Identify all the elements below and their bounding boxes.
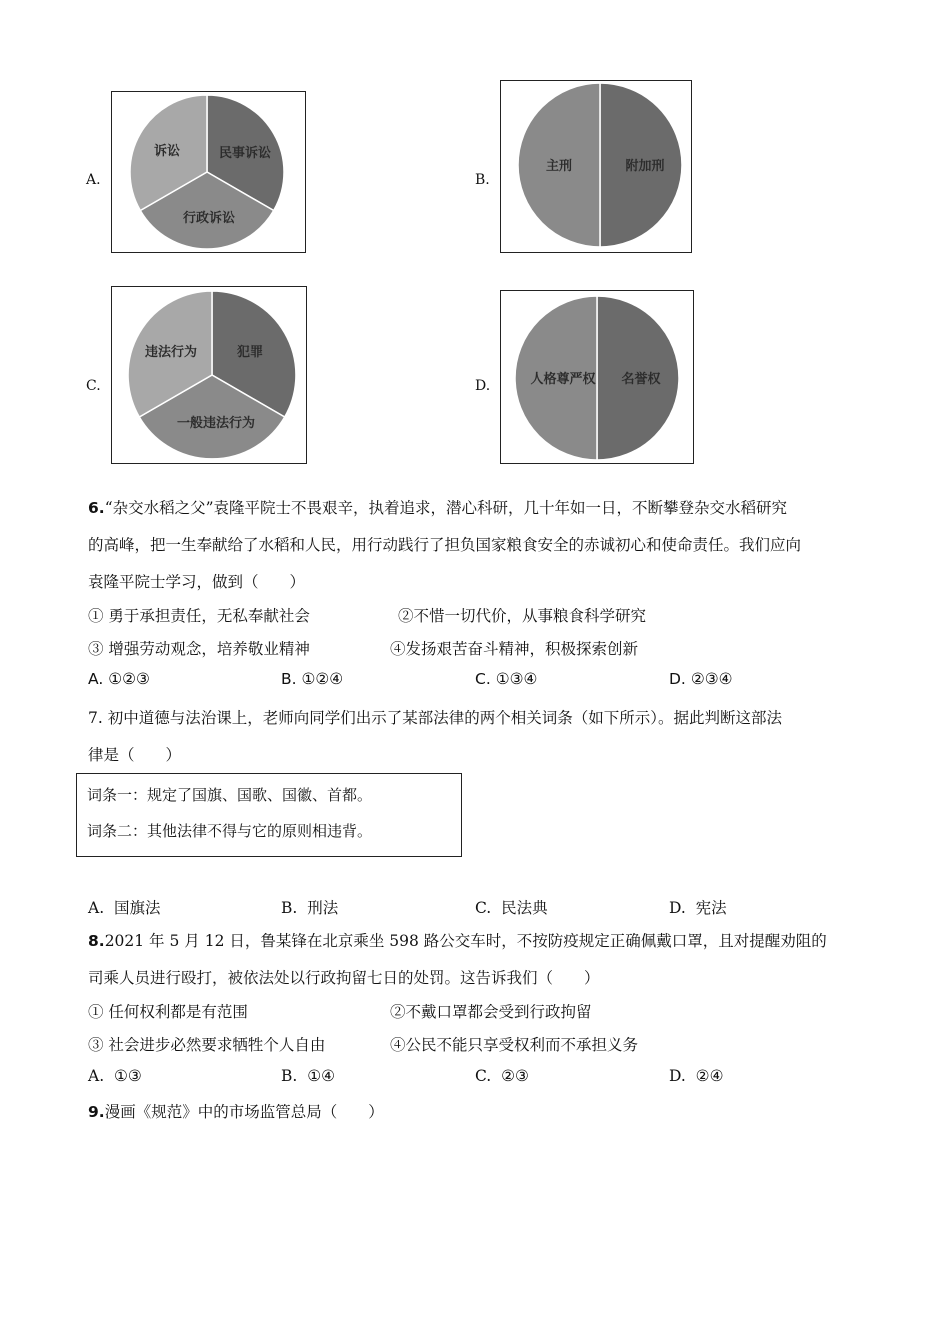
pie-c-label-2: 犯罪: [236, 345, 264, 360]
q6-choice-b-letter: B.: [281, 670, 297, 688]
q8-item-3: ③ 社会进步必然要求牺牲个人自由: [88, 1036, 326, 1054]
q7-choice-d-text: 宪法: [695, 899, 727, 917]
q9-stem: 漫画《规范》中的市场监管总局（ ）: [104, 1103, 384, 1121]
option-b-pie-figure: [500, 80, 692, 253]
q6-choice-a-text: ①②③: [108, 670, 150, 688]
option-c-pie-figure: [111, 286, 307, 464]
q6-choice-c[interactable]: [475, 670, 537, 688]
q8-choice-b-text: ①④: [307, 1067, 335, 1085]
q6-choice-b[interactable]: [281, 670, 343, 688]
q6-item-3: ③ 增强劳动观念，培养敬业精神: [88, 640, 310, 658]
q8-choice-c-text: ②③: [501, 1067, 529, 1085]
q7-choice-a[interactable]: [88, 896, 161, 918]
q7-stem-2: 律是（ ）: [88, 746, 182, 764]
q8-stem-1: 2021 年 5 月 12 日，鲁某锋在北京乘坐 598 路公交车时，不按防疫规定正确佩戴口罩，且对提醒劝阻的: [104, 932, 827, 950]
q8-choice-d[interactable]: [669, 1067, 723, 1085]
q8-choice-a-text: ①③: [113, 1067, 142, 1085]
q8-stem-2: 司乘人员进行殴打，被依法处以行政拘留七日的处罚。这告诉我们（ ）: [88, 969, 600, 987]
q7-choice-b-letter: B.: [281, 899, 298, 917]
pie-c-label-3: 一般违法行为: [176, 416, 256, 431]
q7-choice-c-text: 民法典: [501, 899, 548, 917]
q8-choice-d-text: ②④: [695, 1067, 724, 1085]
pie-a-label-1: 诉讼: [153, 144, 181, 159]
q6-choice-a-letter: A.: [88, 670, 104, 688]
q6-choice-a[interactable]: [88, 670, 150, 688]
q7-choice-c-letter: C.: [475, 899, 492, 917]
q7-term-2: 词条二：其他法律不得与它的原则相违背。: [87, 822, 373, 840]
q7-choice-b[interactable]: [281, 896, 338, 918]
q8-item-2: ②不戴口罩都会受到行政拘留: [390, 1003, 592, 1021]
pie-a-label-3: 行政诉讼: [182, 211, 236, 226]
q6-stem-3: 袁隆平院士学习，做到（ ）: [88, 573, 306, 591]
option-a-pie-figure: [111, 91, 306, 253]
q8-item-4: ④公民不能只享受权利而不承担义务: [390, 1036, 639, 1054]
q8-line-1: [88, 929, 827, 951]
q8-choice-b[interactable]: [281, 1067, 335, 1085]
option-c-letter: C.: [86, 378, 101, 394]
pie-d-label-1: 人格尊严权: [530, 372, 596, 387]
q8-choice-a[interactable]: [88, 1067, 142, 1085]
q6-item-1: ① 勇于承担责任，无私奉献社会: [88, 607, 310, 625]
q7-choice-c[interactable]: [475, 896, 548, 918]
q7-line-1: [88, 706, 782, 728]
q6-choice-d-text: ②③④: [690, 670, 733, 688]
pie-a-label-2: 民事诉讼: [218, 146, 272, 161]
q7-term-1: 词条一：规定了国旗、国歌、国徽、首都。: [87, 786, 373, 804]
q6-choice-d[interactable]: [669, 670, 733, 688]
q6-number: 6.: [88, 499, 105, 517]
q8-choice-d-letter: D.: [669, 1067, 686, 1085]
option-d-letter: D.: [475, 378, 491, 394]
q6-choice-c-text: ①③④: [495, 670, 538, 688]
q9-line-1: [88, 1100, 384, 1122]
q6-item-4: ④发扬艰苦奋斗精神，积极探索创新: [390, 640, 639, 658]
q7-choice-a-letter: A.: [88, 899, 105, 917]
q8-choice-c-letter: C.: [475, 1067, 492, 1085]
pie-d-label-2: 名誉权: [621, 372, 661, 387]
q7-choice-d-letter: D.: [669, 899, 686, 917]
q9-number: 9.: [88, 1103, 105, 1121]
option-a-letter: A.: [86, 172, 101, 188]
q6-line-1: [88, 496, 787, 518]
q8-choice-c[interactable]: [475, 1067, 529, 1085]
pie-b-label-1: 主刑: [545, 159, 573, 174]
q8-choice-b-letter: B.: [281, 1067, 298, 1085]
q8-choice-a-letter: A.: [88, 1067, 105, 1085]
pie-c-label-1: 违法行为: [144, 345, 198, 360]
q7-stem-1: 初中道德与法治课上，老师向同学们出示了某部法律的两个相关词条（如下所示）。据此判断这部法: [107, 709, 782, 727]
q6-stem-2: 的高峰，把一生奉献给了水稻和人民，用行动践行了担负国家粮食安全的赤诚初心和使命责任。我们应向: [88, 536, 802, 554]
option-d-pie-figure: [500, 290, 694, 464]
q7-choice-a-text: 国旗法: [113, 899, 161, 917]
option-b-letter: B.: [475, 172, 490, 188]
q7-terms-box: [76, 773, 462, 857]
q7-choice-d[interactable]: [669, 896, 727, 918]
q7-number: 7.: [88, 709, 103, 727]
q6-stem-1: “杂交水稻之父”袁隆平院士不畏艰辛，执着追求，潜心科研，几十年如一日，不断攀登杂交水稻研究: [104, 499, 788, 517]
q8-number: 8.: [88, 932, 105, 950]
q6-choice-c-letter: C.: [475, 670, 491, 688]
q7-choice-b-text: 刑法: [307, 899, 339, 917]
q8-item-1: ① 任何权利都是有范围: [88, 1003, 248, 1021]
pie-b-label-2: 附加刑: [625, 159, 665, 174]
q6-item-2: ②不惜一切代价，从事粮食科学研究: [398, 607, 647, 625]
q6-choice-b-text: ①②④: [301, 670, 344, 688]
q6-choice-d-letter: D.: [669, 670, 686, 688]
